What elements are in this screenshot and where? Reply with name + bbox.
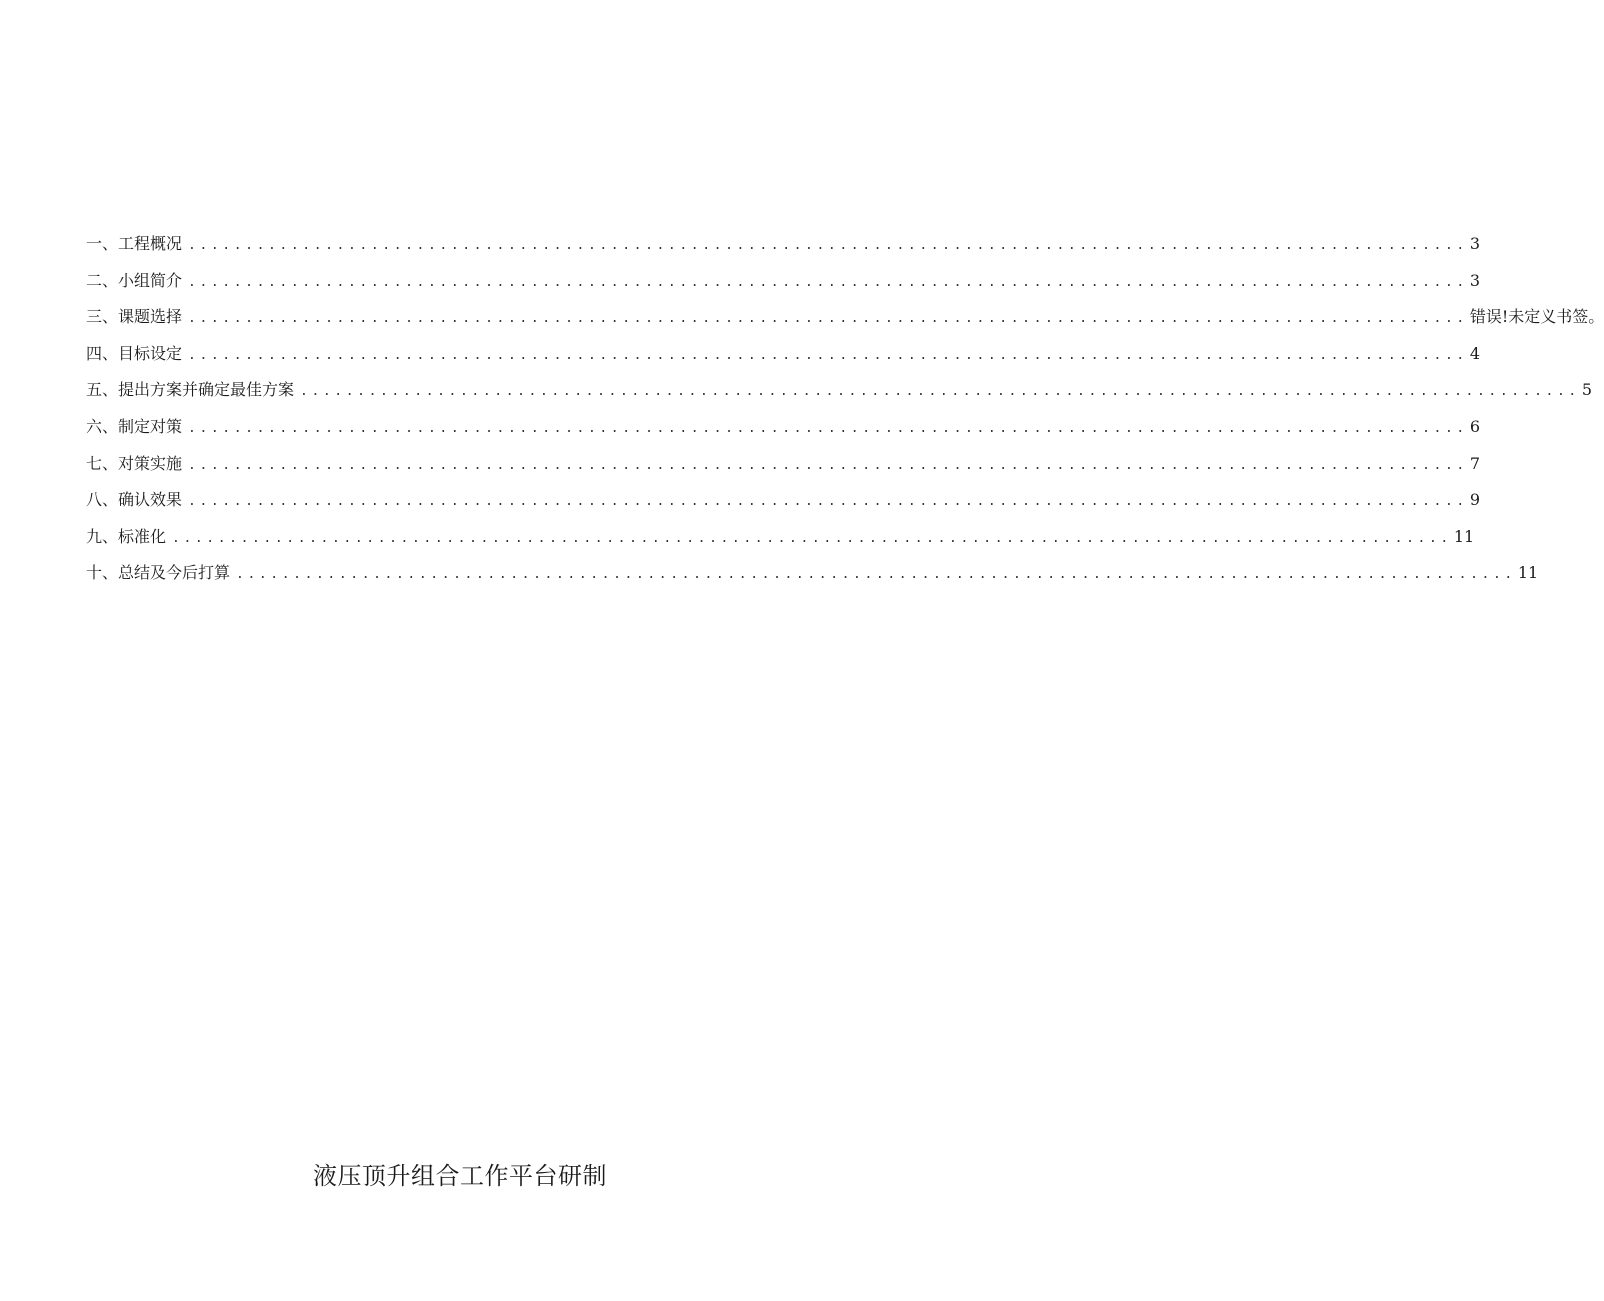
toc-dot-leader: ................................................................................................................ xyxy=(188,347,1468,363)
toc-entry[interactable] xyxy=(86,453,1480,490)
toc-dot-leader: ................................................................................................................ xyxy=(188,494,1468,510)
toc-entry-label: 八、确认效果 xyxy=(86,490,183,510)
toc-entry-label: 十、总结及今后打算 xyxy=(86,563,231,583)
toc-entry-page: 9 xyxy=(1469,490,1480,510)
toc-dot-leader: ................................................................................................................ xyxy=(172,530,1452,546)
toc-entry[interactable] xyxy=(86,562,1539,599)
toc-entry-label: 七、对策实施 xyxy=(86,453,183,473)
toc-entry-label: 二、小组简介 xyxy=(86,270,183,290)
toc-entry[interactable] xyxy=(86,233,1480,270)
toc-dot-leader: ................................................................................................................ xyxy=(188,420,1468,436)
toc-entry-label: 五、提出方案并确定最佳方案 xyxy=(86,380,295,400)
toc-dot-leader: ................................................................................................................ xyxy=(188,274,1468,290)
toc-dot-leader: ................................................................................................................ xyxy=(300,384,1580,400)
toc-entry-page: 7 xyxy=(1469,453,1480,473)
toc-entry[interactable] xyxy=(86,343,1480,380)
toc-entry-page: 3 xyxy=(1469,234,1480,253)
toc-entry-page: 4 xyxy=(1469,343,1480,363)
toc-entry[interactable] xyxy=(86,306,1604,343)
toc-dot-leader: ................................................................................................................ xyxy=(236,567,1516,583)
toc-dot-leader: ................................................................................................................ xyxy=(188,457,1468,473)
toc-entry[interactable] xyxy=(86,270,1480,307)
toc-entry[interactable] xyxy=(86,379,1592,416)
toc-entry-label: 三、课题选择 xyxy=(86,307,183,327)
toc-entry-page: 6 xyxy=(1469,416,1480,436)
toc-entry[interactable] xyxy=(86,526,1475,563)
toc-entry[interactable] xyxy=(86,489,1480,526)
toc-entry-page: 11 xyxy=(1453,526,1475,546)
toc-entry-label: 四、目标设定 xyxy=(86,343,183,363)
toc-entry-page: 3 xyxy=(1469,270,1480,290)
toc-entry-page: 11 xyxy=(1517,563,1539,583)
toc-entry-page: 错误!未定义书签。 xyxy=(1469,307,1604,327)
document-title: 液压顶升组合工作平台研制 xyxy=(313,1162,607,1190)
table-of-contents xyxy=(86,233,1604,599)
toc-entry[interactable] xyxy=(86,416,1480,453)
toc-entry-label: 九、标准化 xyxy=(86,526,167,546)
toc-entry-page: 5 xyxy=(1581,380,1592,400)
toc-entry-label: 六、制定对策 xyxy=(86,416,183,436)
toc-dot-leader: ................................................................................................................ xyxy=(188,238,1468,253)
toc-dot-leader: ................................................................................................................ xyxy=(188,311,1468,327)
toc-entry-label: 一、工程概况 xyxy=(86,234,183,253)
